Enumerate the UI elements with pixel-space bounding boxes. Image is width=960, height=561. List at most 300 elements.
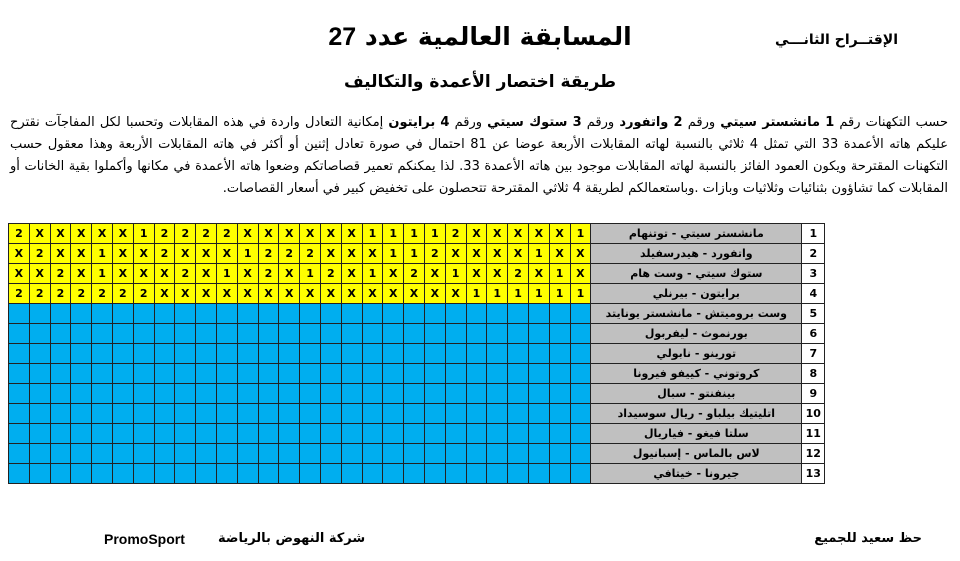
- grid-cell: [487, 424, 508, 444]
- grid-cell: [50, 344, 71, 364]
- match-name: لاس بالماس - إسبانيول: [591, 444, 802, 464]
- grid-cell: [9, 444, 30, 464]
- match-name: برايتون - بيرنلي: [591, 284, 802, 304]
- grid-cell: [445, 304, 466, 324]
- grid-cell: [528, 384, 549, 404]
- grid-cell: 1: [404, 244, 425, 264]
- grid-cell: [383, 384, 404, 404]
- grid-cell: [196, 404, 217, 424]
- grid-cell: [549, 304, 570, 324]
- grid-cell: [362, 344, 383, 364]
- grid-cell: [466, 464, 487, 484]
- grid-cell: [300, 304, 321, 324]
- grid-cell: [279, 444, 300, 464]
- page-title: [0, 22, 960, 52]
- grid-cell: [154, 464, 175, 484]
- grid-cell: [154, 304, 175, 324]
- grid-cell: X: [258, 284, 279, 304]
- grid-cell: [445, 444, 466, 464]
- grid-cell: X: [445, 284, 466, 304]
- match-index: 6: [802, 324, 825, 344]
- grid-cell: X: [508, 224, 529, 244]
- grid-cell: 2: [175, 264, 196, 284]
- grid-cell: X: [133, 244, 154, 264]
- grid-cell: [71, 324, 92, 344]
- grid-cell: [258, 304, 279, 324]
- grid-cell: [508, 364, 529, 384]
- grid-cell: X: [71, 224, 92, 244]
- grid-cell: 1: [92, 244, 113, 264]
- grid-cell: [133, 364, 154, 384]
- grid-cell: [71, 304, 92, 324]
- grid-cell: [112, 344, 133, 364]
- grid-cell: [466, 404, 487, 424]
- grid-cell: [528, 364, 549, 384]
- grid-cell: X: [424, 284, 445, 304]
- grid-cell: [258, 384, 279, 404]
- grid-cell: X: [383, 284, 404, 304]
- grid-cell: [258, 444, 279, 464]
- grid-cell: [50, 464, 71, 484]
- grid-cell: [196, 364, 217, 384]
- grid-cell: [404, 464, 425, 484]
- grid-cell: 2: [154, 224, 175, 244]
- grid-cell: [508, 424, 529, 444]
- grid-cell: 2: [216, 224, 237, 244]
- grid-cell: [508, 304, 529, 324]
- grid-cell: [29, 364, 50, 384]
- grid-cell: [549, 444, 570, 464]
- grid-cell: [570, 444, 591, 464]
- grid-cell: [445, 324, 466, 344]
- grid-cell: [133, 344, 154, 364]
- grid-cell: [424, 384, 445, 404]
- grid-cell: 1: [383, 224, 404, 244]
- grid-cell: [445, 364, 466, 384]
- grid-row: [9, 404, 825, 424]
- grid-cell: [175, 384, 196, 404]
- grid-cell: [175, 464, 196, 484]
- grid-row: [9, 264, 825, 284]
- grid-cell: 1: [445, 264, 466, 284]
- grid-cell: [237, 464, 258, 484]
- grid-cell: [320, 344, 341, 364]
- grid-cell: [175, 404, 196, 424]
- para-text: حسب التكهنات رقم: [834, 115, 948, 130]
- grid-cell: [216, 444, 237, 464]
- grid-cell: [466, 444, 487, 464]
- grid-cell: [71, 464, 92, 484]
- grid-cell: [570, 304, 591, 324]
- grid-row: [9, 364, 825, 384]
- grid-cell: [50, 324, 71, 344]
- grid-cell: [29, 324, 50, 344]
- grid-cell: [320, 464, 341, 484]
- grid-cell: X: [508, 244, 529, 264]
- match-name: اتليتيك بيلباو - ريال سوسيداد: [591, 404, 802, 424]
- match-name: بورنموث - ليفربول: [591, 324, 802, 344]
- grid-cell: [508, 384, 529, 404]
- grid-cell: [528, 304, 549, 324]
- match-index: 13: [802, 464, 825, 484]
- match-index: 4: [802, 284, 825, 304]
- grid-cell: [487, 364, 508, 384]
- grid-cell: [112, 424, 133, 444]
- grid-cell: [570, 364, 591, 384]
- grid-cell: [362, 324, 383, 344]
- grid-cell: [383, 464, 404, 484]
- grid-cell: [300, 404, 321, 424]
- match-index: 5: [802, 304, 825, 324]
- match-name: ستوك سيتي - وست هام: [591, 264, 802, 284]
- grid-cell: [300, 344, 321, 364]
- match-index: 1: [802, 224, 825, 244]
- match-name: مانشستر سيتي - توتنهام: [591, 224, 802, 244]
- grid-cell: [92, 304, 113, 324]
- grid-cell: X: [133, 264, 154, 284]
- grid-cell: [466, 384, 487, 404]
- grid-cell: [216, 424, 237, 444]
- grid-cell: [92, 404, 113, 424]
- grid-cell: [92, 444, 113, 464]
- grid-cell: X: [112, 244, 133, 264]
- grid-cell: 2: [404, 264, 425, 284]
- grid-cell: [112, 304, 133, 324]
- grid-cell: [112, 444, 133, 464]
- para-team: واتفورد: [619, 115, 669, 130]
- grid-cell: X: [362, 284, 383, 304]
- grid-cell: [112, 364, 133, 384]
- grid-cell: [300, 424, 321, 444]
- grid-cell: [528, 344, 549, 364]
- grid-cell: [383, 304, 404, 324]
- grid-cell: [50, 444, 71, 464]
- grid-cell: 2: [112, 284, 133, 304]
- grid-cell: [508, 404, 529, 424]
- grid-cell: [404, 364, 425, 384]
- grid-cell: X: [279, 264, 300, 284]
- grid-cell: [196, 384, 217, 404]
- grid-cell: [570, 384, 591, 404]
- grid-cell: X: [196, 244, 217, 264]
- grid-cell: [216, 324, 237, 344]
- grid-cell: [508, 464, 529, 484]
- match-index: 12: [802, 444, 825, 464]
- grid-cell: X: [466, 224, 487, 244]
- grid-cell: [237, 364, 258, 384]
- grid-cell: 1: [549, 284, 570, 304]
- match-name: وست بروميتش - مانشستر يونايتد: [591, 304, 802, 324]
- grid-cell: [341, 444, 362, 464]
- grid-cell: [112, 404, 133, 424]
- grid-cell: [216, 464, 237, 484]
- grid-cell: [424, 404, 445, 424]
- grid-cell: X: [237, 284, 258, 304]
- grid-cell: [71, 444, 92, 464]
- title-text: المسابقة العالمية عدد: [364, 22, 632, 51]
- grid-cell: [154, 344, 175, 364]
- grid-cell: X: [466, 264, 487, 284]
- grid-cell: [445, 464, 466, 484]
- grid-row: [9, 324, 825, 344]
- grid-cell: [300, 364, 321, 384]
- grid-cell: X: [341, 224, 362, 244]
- grid-cell: 2: [279, 244, 300, 264]
- grid-cell: [9, 424, 30, 444]
- grid-cell: [9, 384, 30, 404]
- grid-cell: [9, 404, 30, 424]
- grid-cell: 2: [29, 244, 50, 264]
- grid-cell: [175, 324, 196, 344]
- grid-cell: [466, 344, 487, 364]
- grid-cell: [528, 404, 549, 424]
- grid-cell: [300, 464, 321, 484]
- grid-cell: [487, 384, 508, 404]
- title-number: 27: [328, 23, 357, 51]
- grid-cell: [196, 344, 217, 364]
- grid-cell: X: [320, 224, 341, 244]
- grid-cell: [320, 424, 341, 444]
- grid-cell: [341, 364, 362, 384]
- grid-cell: [175, 304, 196, 324]
- grid-cell: [175, 424, 196, 444]
- grid-cell: X: [237, 264, 258, 284]
- grid-cell: [404, 424, 425, 444]
- grid-cell: X: [279, 284, 300, 304]
- grid-cell: [362, 444, 383, 464]
- grid-cell: X: [341, 264, 362, 284]
- match-index: 2: [802, 244, 825, 264]
- grid-cell: [216, 384, 237, 404]
- para-team: ستوك سيتي: [487, 115, 568, 130]
- grid-cell: [154, 444, 175, 464]
- grid-cell: [341, 404, 362, 424]
- grid-cell: [154, 324, 175, 344]
- grid-cell: [424, 324, 445, 344]
- footer-brand: PromoSport: [104, 531, 185, 547]
- grid-cell: [133, 404, 154, 424]
- grid-row: [9, 444, 825, 464]
- grid-cell: 1: [466, 284, 487, 304]
- grid-cell: X: [300, 224, 321, 244]
- grid-cell: 2: [175, 224, 196, 244]
- match-name: واتفورد - هيدرسفيلد: [591, 244, 802, 264]
- grid-cell: X: [29, 224, 50, 244]
- match-name: سلتا فيغو - فياريال: [591, 424, 802, 444]
- grid-cell: [320, 404, 341, 424]
- grid-cell: X: [383, 264, 404, 284]
- grid-cell: [279, 304, 300, 324]
- grid-cell: [466, 304, 487, 324]
- grid-cell: [487, 404, 508, 424]
- para-text: إمكانية التعادل واردة في هذه المقابلات وتحسبا لكل المفاجآت نقترح عليكم هاته الأعمدة 33 التي تمثل 4 ثلاثي بالنسبة لهاته المقابلات الأربعة عوضا عن 81 احتمال في صورة تعادل إثنين أو أكثر في هاته المقابلات الأربعة وهذا معقول حسب التكهنات المقترحة ويكون العمود الفائز بالنسبة لهاته المقابلات موجود بين هاته الأعمدة 33. لذا يمكنكم تعمير قصاصاتكم وضعوا هاته الأعمدة في مكانها وأكملوا بقية الخانات أو المقابلات كما تشاؤون بثنائيات وثلاثيات وبازات .وباستعمالكم لطريقة 4 ثلاثي المقترحة تتحصلون على تخفيض كبير في أسعار القصاصات.: [10, 115, 948, 196]
- para-number: 4: [440, 115, 450, 130]
- grid-cell: X: [216, 284, 237, 304]
- grid-cell: [9, 304, 30, 324]
- grid-cell: [320, 384, 341, 404]
- grid-cell: [279, 344, 300, 364]
- grid-cell: [383, 344, 404, 364]
- grid-row: [9, 384, 825, 404]
- grid-cell: [29, 404, 50, 424]
- grid-cell: [9, 364, 30, 384]
- grid-cell: [92, 324, 113, 344]
- grid-cell: [196, 424, 217, 444]
- grid-cell: [487, 344, 508, 364]
- grid-cell: [341, 464, 362, 484]
- grid-cell: [424, 424, 445, 444]
- grid-cell: 1: [133, 224, 154, 244]
- grid-cell: X: [341, 284, 362, 304]
- grid-cell: [528, 324, 549, 344]
- grid-cell: [528, 444, 549, 464]
- grid-row: [9, 344, 825, 364]
- match-name: بينفنتو - سبال: [591, 384, 802, 404]
- grid-cell: [175, 444, 196, 464]
- grid-cell: [487, 444, 508, 464]
- grid-cell: [404, 344, 425, 364]
- grid-cell: [424, 444, 445, 464]
- grid-row: [9, 224, 825, 244]
- grid-cell: X: [50, 244, 71, 264]
- grid-cell: [50, 304, 71, 324]
- grid-cell: X: [487, 224, 508, 244]
- grid-cell: [258, 344, 279, 364]
- grid-cell: [487, 324, 508, 344]
- grid-cell: 2: [50, 284, 71, 304]
- grid-cell: [29, 444, 50, 464]
- grid-cell: [424, 344, 445, 364]
- grid-cell: [154, 384, 175, 404]
- grid-cell: [216, 344, 237, 364]
- grid-cell: X: [279, 224, 300, 244]
- grid-cell: X: [570, 244, 591, 264]
- grid-cell: X: [466, 244, 487, 264]
- prediction-grid: [8, 223, 825, 484]
- grid-cell: [258, 424, 279, 444]
- grid-cell: [445, 384, 466, 404]
- grid-cell: X: [154, 264, 175, 284]
- grid-cell: [133, 424, 154, 444]
- grid-cell: X: [112, 224, 133, 244]
- grid-cell: [196, 324, 217, 344]
- grid-cell: X: [300, 284, 321, 304]
- grid-cell: 1: [237, 244, 258, 264]
- grid-cell: [133, 464, 154, 484]
- grid-cell: [466, 364, 487, 384]
- grid-cell: [279, 364, 300, 384]
- grid-cell: 2: [258, 244, 279, 264]
- para-text: ورقم: [682, 115, 721, 130]
- grid-cell: [29, 384, 50, 404]
- grid-cell: [9, 344, 30, 364]
- grid-cell: [237, 444, 258, 464]
- grid-cell: [258, 404, 279, 424]
- grid-cell: [216, 364, 237, 384]
- grid-cell: X: [112, 264, 133, 284]
- grid-cell: 2: [9, 224, 30, 244]
- match-index: 7: [802, 344, 825, 364]
- grid-cell: [216, 404, 237, 424]
- para-text: ورقم: [581, 115, 620, 130]
- grid-cell: [404, 444, 425, 464]
- grid-cell: X: [71, 264, 92, 284]
- match-index: 11: [802, 424, 825, 444]
- grid-cell: [445, 344, 466, 364]
- grid-cell: [133, 384, 154, 404]
- grid-cell: [549, 344, 570, 364]
- grid-row: [9, 284, 825, 304]
- grid-cell: 2: [92, 284, 113, 304]
- grid-cell: [154, 364, 175, 384]
- grid-cell: [29, 344, 50, 364]
- grid-cell: [383, 364, 404, 384]
- grid-cell: [237, 404, 258, 424]
- grid-cell: [404, 304, 425, 324]
- grid-cell: [237, 344, 258, 364]
- grid-cell: [508, 444, 529, 464]
- grid-cell: [300, 444, 321, 464]
- grid-cell: 2: [9, 284, 30, 304]
- proposal-label: الإقتــراح الثانـــي: [775, 32, 898, 48]
- grid-cell: [50, 404, 71, 424]
- grid-cell: [133, 304, 154, 324]
- grid-cell: X: [320, 244, 341, 264]
- grid-cell: X: [258, 224, 279, 244]
- grid-cell: [320, 304, 341, 324]
- grid-cell: 1: [424, 224, 445, 244]
- grid-cell: [404, 404, 425, 424]
- grid-cell: 2: [445, 224, 466, 244]
- match-index: 3: [802, 264, 825, 284]
- grid-cell: [300, 384, 321, 404]
- match-index: 8: [802, 364, 825, 384]
- match-index: 10: [802, 404, 825, 424]
- grid-cell: [341, 424, 362, 444]
- para-number: 1: [825, 115, 835, 130]
- grid-cell: [508, 344, 529, 364]
- grid-cell: X: [549, 244, 570, 264]
- grid-cell: [92, 344, 113, 364]
- grid-cell: 1: [549, 264, 570, 284]
- grid-cell: 2: [133, 284, 154, 304]
- grid-cell: [383, 444, 404, 464]
- grid-cell: 1: [92, 264, 113, 284]
- grid-cell: [549, 324, 570, 344]
- grid-cell: [175, 344, 196, 364]
- grid-cell: [279, 464, 300, 484]
- grid-cell: [300, 324, 321, 344]
- grid-cell: [71, 344, 92, 364]
- grid-cell: [279, 424, 300, 444]
- grid-cell: X: [424, 264, 445, 284]
- grid-cell: [424, 464, 445, 484]
- grid-row: [9, 244, 825, 264]
- grid-cell: X: [196, 264, 217, 284]
- grid-cell: 2: [258, 264, 279, 284]
- grid-cell: [196, 444, 217, 464]
- description-paragraph: [10, 112, 948, 200]
- grid-cell: [528, 424, 549, 444]
- grid-cell: 2: [29, 284, 50, 304]
- grid-row: [9, 304, 825, 324]
- grid-cell: [445, 404, 466, 424]
- grid-cell: [237, 424, 258, 444]
- grid-cell: [404, 324, 425, 344]
- grid-cell: [424, 304, 445, 324]
- grid-cell: X: [445, 244, 466, 264]
- grid-cell: [424, 364, 445, 384]
